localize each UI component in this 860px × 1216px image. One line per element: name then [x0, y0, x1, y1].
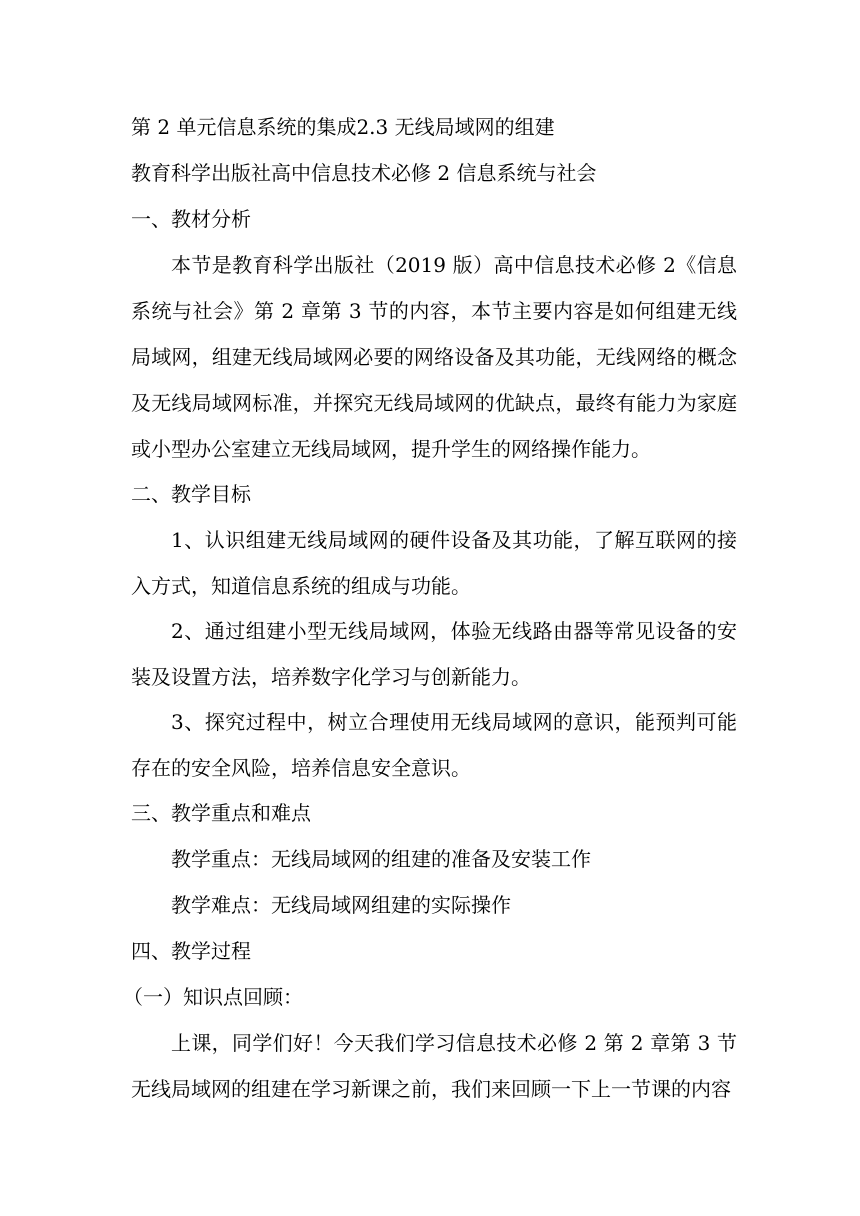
key-point: 教学重点：无线局域网的组建的准备及安装工作	[171, 847, 591, 871]
title-line-2: 教育科学出版社高中信息技术必修 2 信息系统与社会	[131, 161, 597, 185]
section-1-paragraph: 本节是教育科学出版社（2019 版）高中信息技术必修 2《信息系统与社会》第 2 章第 3 节的内容，本节主要内容是如何组建无线局域网，组建无线局域网必要的网络设备及其功能，无线网络的概念及无线局域网标准，并探究无线局域网的优缺点，最终有能力为家庭或小型办公室建立无线局域网，提升学生的网络操作能力。	[131, 253, 737, 461]
section-3-heading: 三、教学重点和难点	[131, 801, 311, 825]
objective-item-3: 3、探究过程中，树立合理使用无线局域网的意识，能预判可能存在的安全风险，培养信息安全意识。	[131, 710, 737, 780]
objective-item-1: 1、认识组建无线局域网的硬件设备及其功能，了解互联网的接入方式，知道信息系统的组成与功能。	[131, 528, 737, 598]
section-2-heading: 二、教学目标	[131, 482, 251, 506]
difficult-point: 教学难点：无线局域网组建的实际操作	[171, 893, 511, 917]
section-1-heading: 一、教材分析	[131, 207, 251, 231]
title-line-1: 第 2 单元信息系统的集成2.3 无线局域网的组建	[131, 115, 555, 139]
document-body	[123, 112, 737, 1119]
section-4-subheading: （一）知识点回顾：	[123, 985, 303, 1009]
section-4-paragraph: 上课，同学们好！今天我们学习信息技术必修 2 第 2 章第 3 节无线局域网的组建在学习新课之前，我们来回顾一下上一节课的内容	[131, 1031, 737, 1101]
objective-item-2: 2、通过组建小型无线局域网，体验无线路由器等常见设备的安装及设置方法，培养数字化学习与创新能力。	[131, 619, 737, 689]
section-4-heading: 四、教学过程	[131, 939, 251, 963]
